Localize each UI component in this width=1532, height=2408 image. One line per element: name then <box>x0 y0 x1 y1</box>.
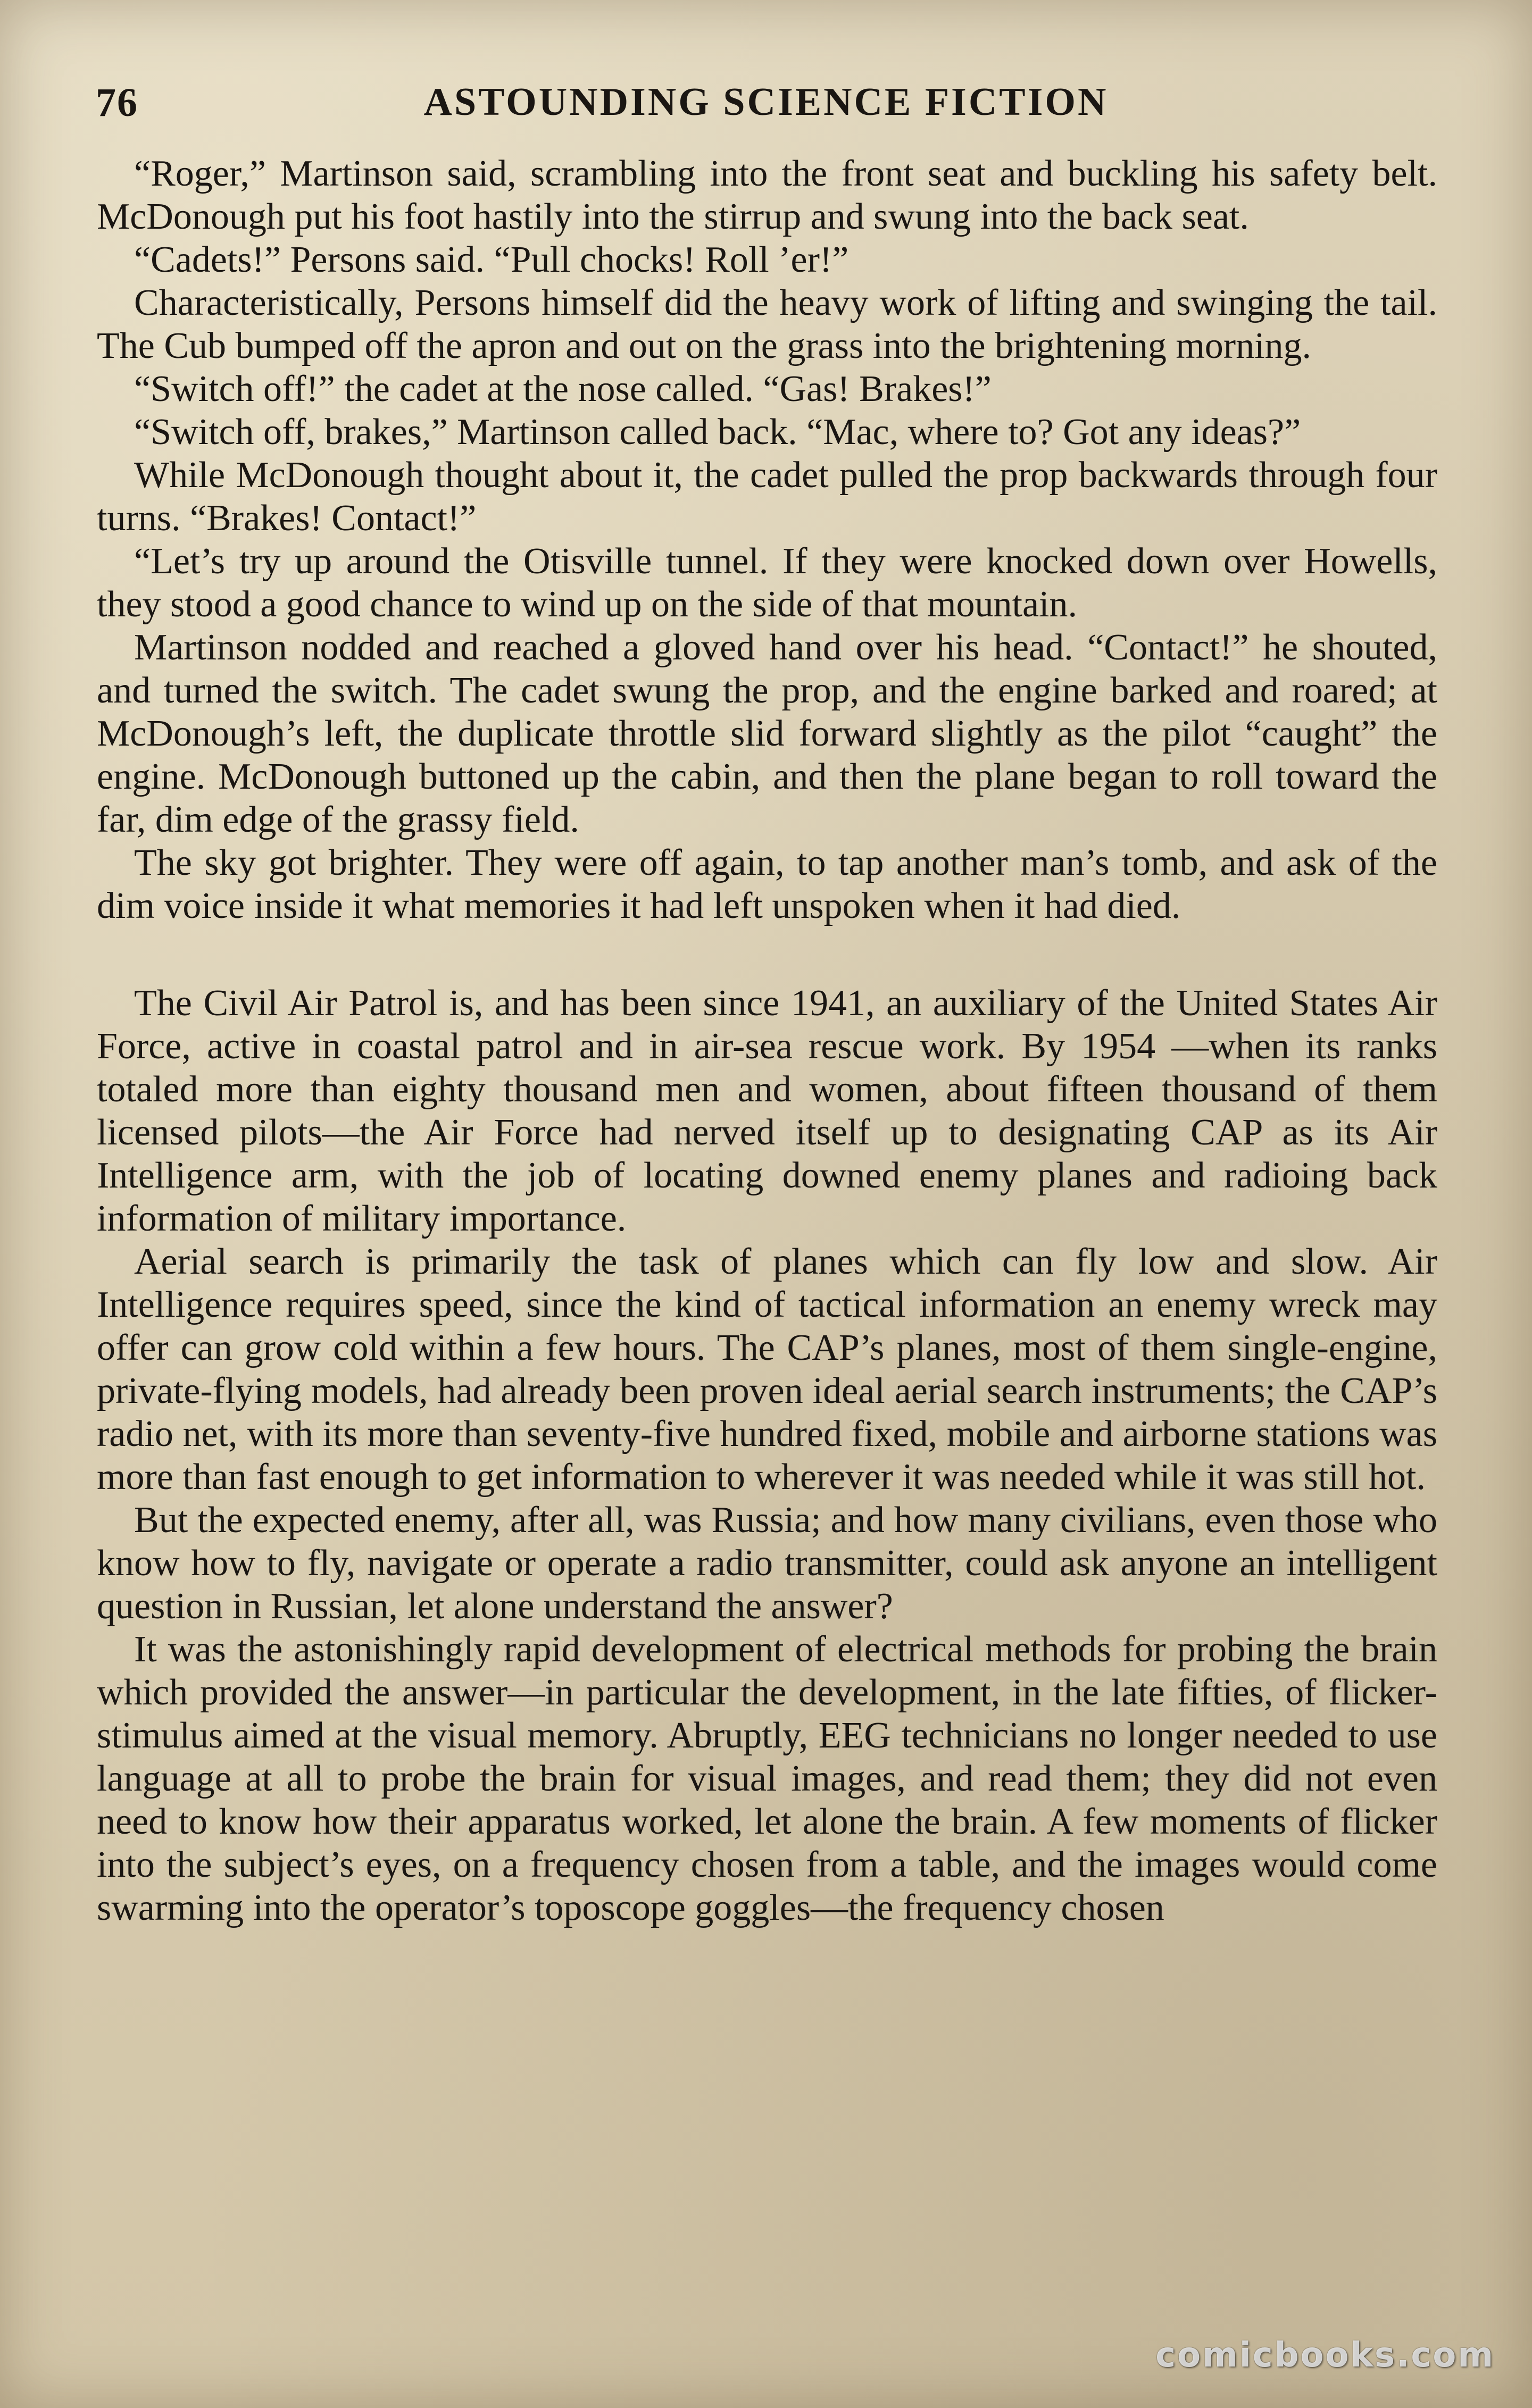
paragraph: “Let’s try up around the Otisville tunnel. If they were knocked down over Howells, they stood a good chance to wind up on the side of that mountain. <box>97 541 1437 625</box>
paragraph: Aerial search is primarily the task of planes which can fly low and slow. Air Intelligence requires speed, since the kind of tactical information an enemy wreck may offer can grow cold within a few hours. The CAP’s planes, most of them single-engine, private-flying models, had already been proven ideal aerial search instruments; the CAP’s radio net, with its more than seventy-five hundred fixed, mobile and airborne stations was more than fast enough to get information to wherever it was needed while it was still hot. <box>97 1241 1437 1498</box>
paragraph: “Switch off!” the cadet at the nose called. “Gas! Brakes!” <box>134 369 992 409</box>
watermark: comicbooks.com <box>1155 2336 1495 2375</box>
paragraph: Characteristically, Persons himself did the heavy work of lifting and swinging the tail. The Cub bumped off the apron and out on the grass into the brightening morning. <box>97 282 1437 366</box>
paragraph: But the expected enemy, after all, was Russia; and how many civilians, even those who know how to fly, navigate or operate a radio transmitter, could ask anyone an intelligent question in Russian, let alone understand the answer? <box>97 1500 1437 1627</box>
paragraph: It was the astonishingly rapid development of electrical methods for probing the brain which provided the answer—in particular the development, in the late fifties, of flicker-stimulus aimed at the visual memory. Abruptly, EEG technicians no longer needed to use language at all to probe the brain for visual images, and read them; they did not even need to know how their apparatus worked, let alone the brain. A few moments of flicker into the subject’s eyes, on a frequency chosen from a table, and the images would come swarming into the operator’s toposcope goggles—the frequency chosen <box>97 1629 1437 1928</box>
paragraph: “Roger,” Martinson said, scrambling into the front seat and buckling his safety belt. McDonough put his foot hastily into the stirrup and swung into the back seat. <box>97 153 1437 237</box>
body-text <box>97 152 1437 1929</box>
paragraph: “Switch off, brakes,” Martinson called back. “Mac, where to? Got any ideas?” <box>134 412 1301 453</box>
paragraph: While McDonough thought about it, the cadet pulled the prop backwards through four turns. “Brakes! Contact!” <box>97 455 1437 539</box>
paragraph: The sky got brighter. They were off again, to tap another man’s tomb, and ask of the dim voice inside it what memories it had left unspoken when it had died. <box>97 842 1437 926</box>
paragraph: “Cadets!” Persons said. “Pull chocks! Roll ’er!” <box>134 239 849 280</box>
paragraph: The Civil Air Patrol is, and has been since 1941, an auxiliary of the United States Air Force, active in coastal patrol and in air-sea rescue work. By 1954 —when its ranks totaled more than eighty thousand men and women, about fifteen thousand of them licensed pilots—the Air Force had nerved itself up to designating CAP as its Air Intelligence arm, with the job of locating downed enemy planes and radioing back information of military importance. <box>97 983 1437 1239</box>
running-head <box>96 80 1436 133</box>
section-break <box>97 927 1437 982</box>
journal-title: ASTOUNDING SCIENCE FICTION <box>423 80 1109 124</box>
paragraph: Martinson nodded and reached a gloved hand over his head. “Contact!” he shouted, and turned the switch. The cadet swung the prop, and the engine barked and roared; at McDonough’s left, the duplicate throttle slid forward slightly as the pilot “caught” the engine. McDonough buttoned up the cabin, and then the plane began to roll toward the far, dim edge of the grassy field. <box>97 627 1437 840</box>
page-number: 76 <box>96 80 138 125</box>
